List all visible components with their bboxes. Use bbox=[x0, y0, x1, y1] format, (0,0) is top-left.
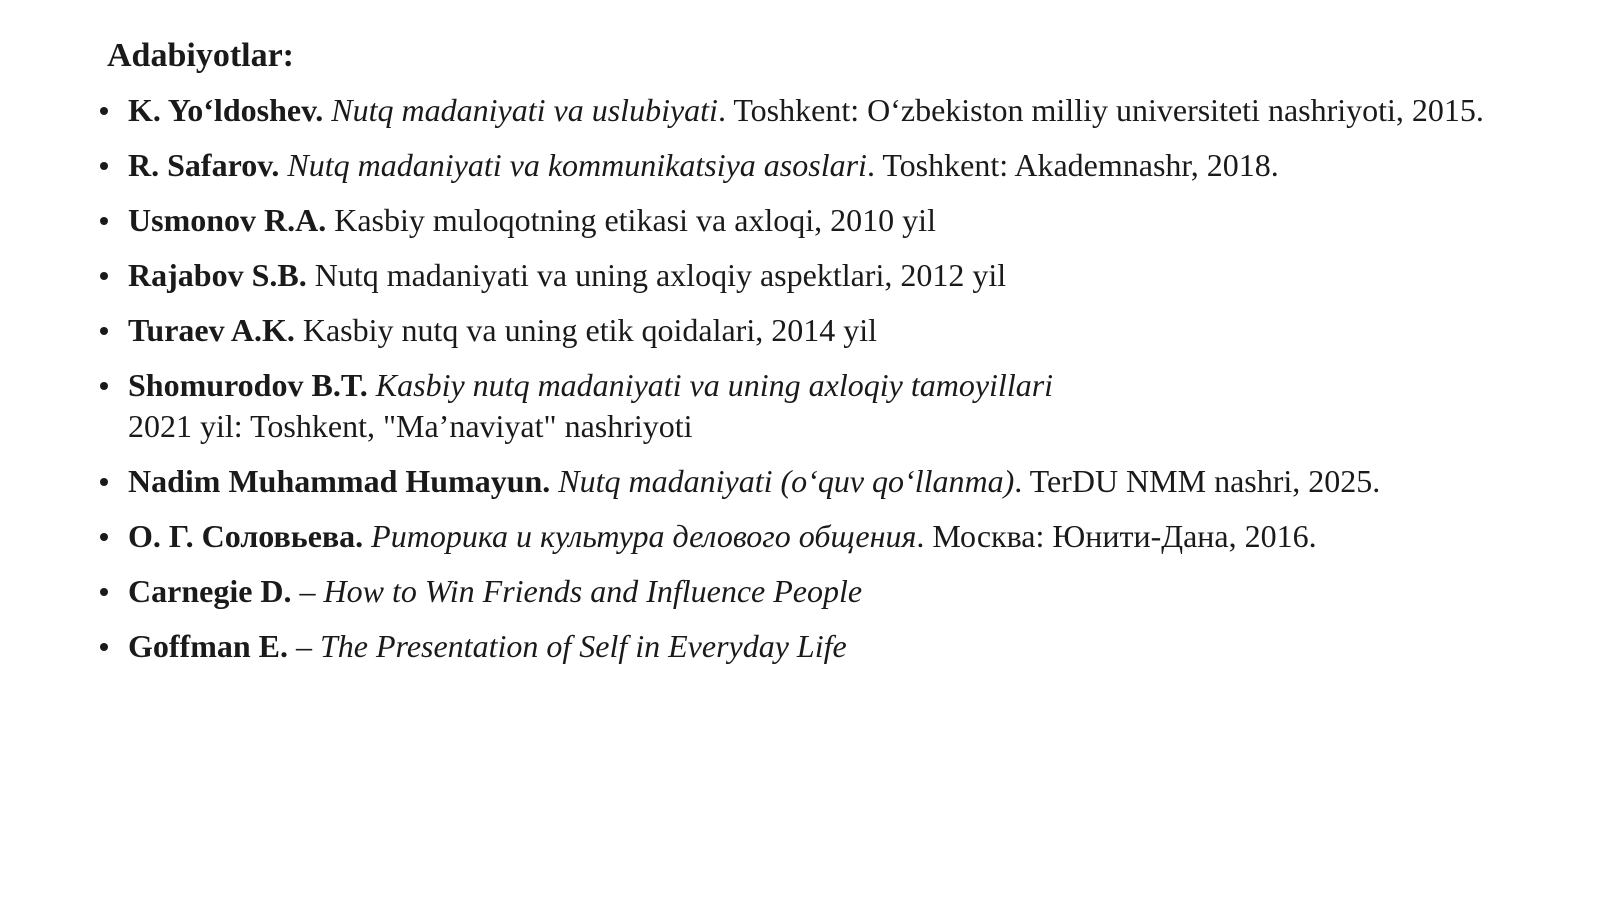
reference-separator: – bbox=[291, 573, 324, 609]
bullet-icon bbox=[98, 310, 110, 351]
reference-details: . TerDU NMM nashri, 2025. bbox=[1014, 463, 1381, 499]
reference-title: Nutq madaniyati (o‘quv qo‘llanma) bbox=[550, 463, 1015, 499]
reference-author: Turaev A.K. bbox=[128, 312, 295, 348]
reference-item bbox=[98, 90, 1518, 131]
bullet-icon bbox=[98, 255, 110, 296]
reference-details: Kasbiy nutq va uning etik qoidalari, 2014 yil bbox=[294, 312, 877, 348]
reference-item bbox=[98, 626, 1518, 667]
bullet-icon bbox=[98, 461, 110, 502]
reference-author: Rajabov S.B. bbox=[128, 257, 307, 293]
reference-details: . Toshkent: O‘zbekiston milliy universiteti nashriyoti, 2015. bbox=[717, 92, 1484, 128]
reference-item bbox=[98, 145, 1518, 186]
reference-list bbox=[98, 90, 1518, 681]
reference-item bbox=[98, 310, 1518, 351]
reference-item bbox=[98, 255, 1518, 296]
bullet-icon bbox=[98, 200, 110, 241]
reference-item bbox=[98, 571, 1518, 612]
reference-title: Nutq madaniyati va uslubiyati bbox=[331, 92, 718, 128]
reference-details: Nutq madaniyati va uning axloqiy aspektlari, 2012 yil bbox=[306, 257, 1007, 293]
bullet-icon bbox=[98, 365, 110, 406]
reference-separator: – bbox=[288, 628, 320, 664]
reference-author: K. Yo‘ldoshev. bbox=[128, 92, 324, 128]
reference-title: Риторика и культура делового общения bbox=[363, 518, 917, 554]
reference-author: R. Safarov. bbox=[128, 147, 280, 183]
reference-author: Carnegie D. bbox=[128, 573, 292, 609]
bullet-icon bbox=[98, 145, 110, 186]
reference-item bbox=[98, 200, 1518, 241]
bullet-icon bbox=[98, 90, 110, 131]
reference-author: Usmonov R.A. bbox=[128, 202, 327, 238]
reference-author: Goffman E. bbox=[128, 628, 288, 664]
bullet-icon bbox=[98, 516, 110, 557]
reference-item bbox=[98, 461, 1518, 502]
reference-details: 2021 yil: Toshkent, "Ma’naviyat" nashriyoti bbox=[128, 408, 693, 444]
reference-title: How to Win Friends and Influence People bbox=[323, 573, 863, 609]
reference-item bbox=[98, 365, 1518, 447]
reference-author: Nadim Muhammad Humayun. bbox=[128, 463, 551, 499]
reference-title: Nutq madaniyati va kommunikatsiya asoslari bbox=[287, 147, 867, 183]
reference-title: The Presentation of Self in Everyday Life bbox=[320, 628, 847, 664]
reference-author: О. Г. Соловьева. bbox=[128, 518, 364, 554]
page-title: Adabiyotlar: bbox=[107, 37, 294, 74]
reference-author: Shomurodov B.T. bbox=[128, 367, 368, 403]
reference-item bbox=[98, 516, 1518, 557]
bullet-icon bbox=[98, 626, 110, 667]
reference-details: . Москва: Юнити-Дана, 2016. bbox=[916, 518, 1317, 554]
reference-details: Kasbiy muloqotning etikasi va axloqi, 2010 yil bbox=[326, 202, 936, 238]
bullet-icon bbox=[98, 571, 110, 612]
reference-title: Kasbiy nutq madaniyati va uning axloqiy tamoyillari bbox=[367, 367, 1054, 403]
reference-details: . Toshkent: Akademnashr, 2018. bbox=[866, 147, 1279, 183]
